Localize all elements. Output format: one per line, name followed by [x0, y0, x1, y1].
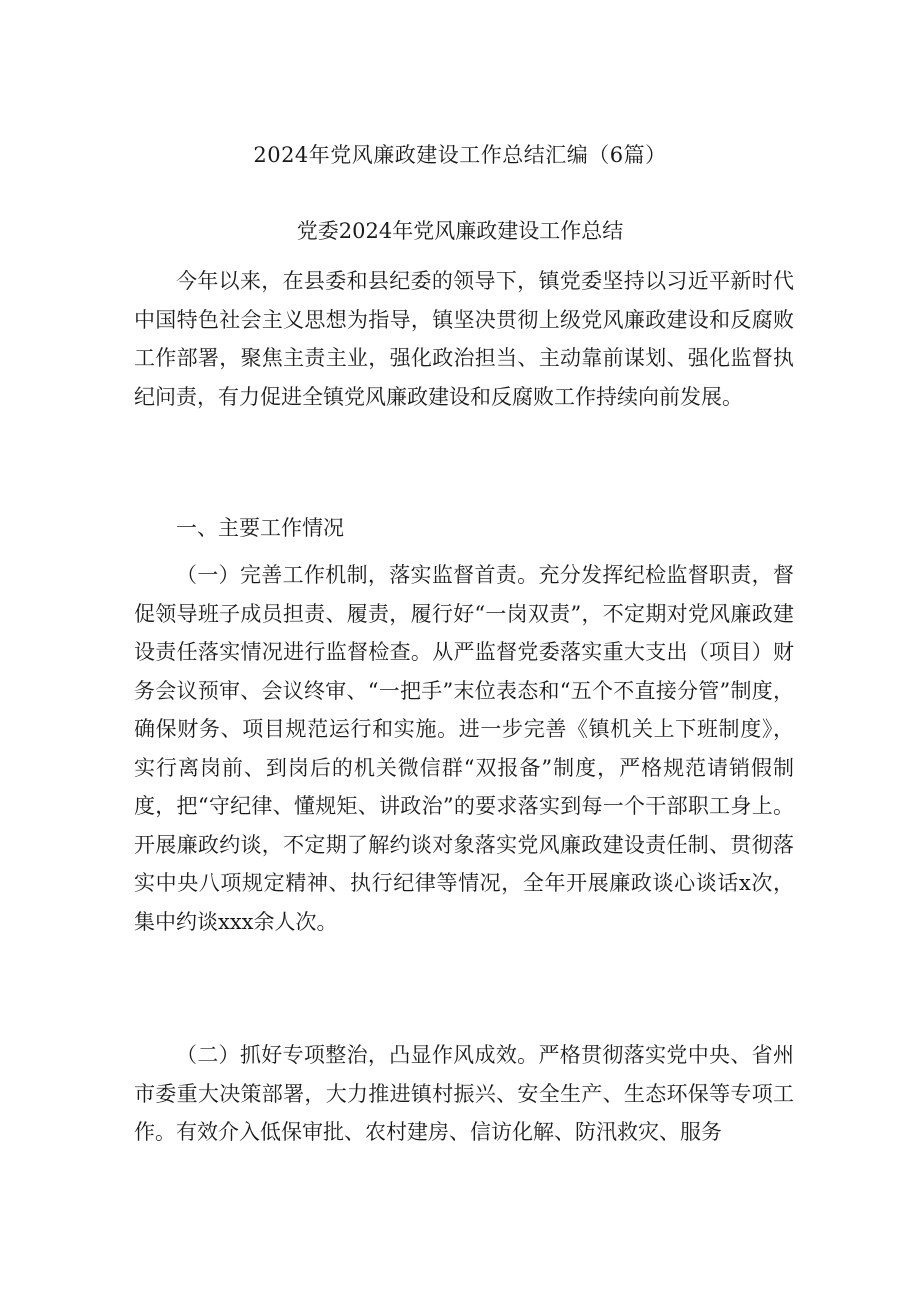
document-title: 2024年党风廉政建设工作总结汇编（6篇）	[253, 143, 667, 167]
paragraph-intro: 今年以来，在县委和县纪委的领导下，镇党委坚持以习近平新时代中国特色社会主义思想为指导，镇坚决贯彻上级党风廉政建设和反腐败工作部署，聚焦主责主业，强化政治担当、主动靠前谋划、强化监督执纪问责，有力促进全镇党风廉政建设和反腐败工作持续向前发展。	[134, 269, 794, 409]
paragraph-mechanism: （一）完善工作机制，落实监督首责。充分发挥纪检监督职责，督促领导班子成员担责、履责，履行好“一岗双责”，不定期对党风廉政建设责任落实情况进行监督检查。从严监督党委落实重大支出（项目）财务会议预审、会议终审、“一把手”末位表态和“五个不直接分管”制度，确保财务、项目规范运行和实施。进一步完善《镇机关上下班制度》，实行离岗前、到岗后的机关微信群“双报备”制度，严格规范请销假制度，把“守纪律、懂规矩、讲政治”的要求落实到每一个干部职工身上。开展廉政约谈，不定期了解约谈对象落实党风廉政建设责任制、贯彻落实中央八项规定精神、执行纪律等情况，全年开展廉政谈心谈话x次，集中约谈xxx余人次。	[134, 563, 794, 934]
section-title: 党委2024年党风廉政建设工作总结	[296, 219, 624, 243]
heading-main-work: 一、主要工作情况	[176, 516, 344, 540]
paragraph-special-rectification: （二）抓好专项整治，凸显作风成效。严格贯彻落实党中央、省州市委重大决策部署，大力推进镇村振兴、安全生产、生态环保等专项工作。有效介入低保审批、农村建房、信访化解、防汛救灾、服务	[134, 1043, 794, 1144]
